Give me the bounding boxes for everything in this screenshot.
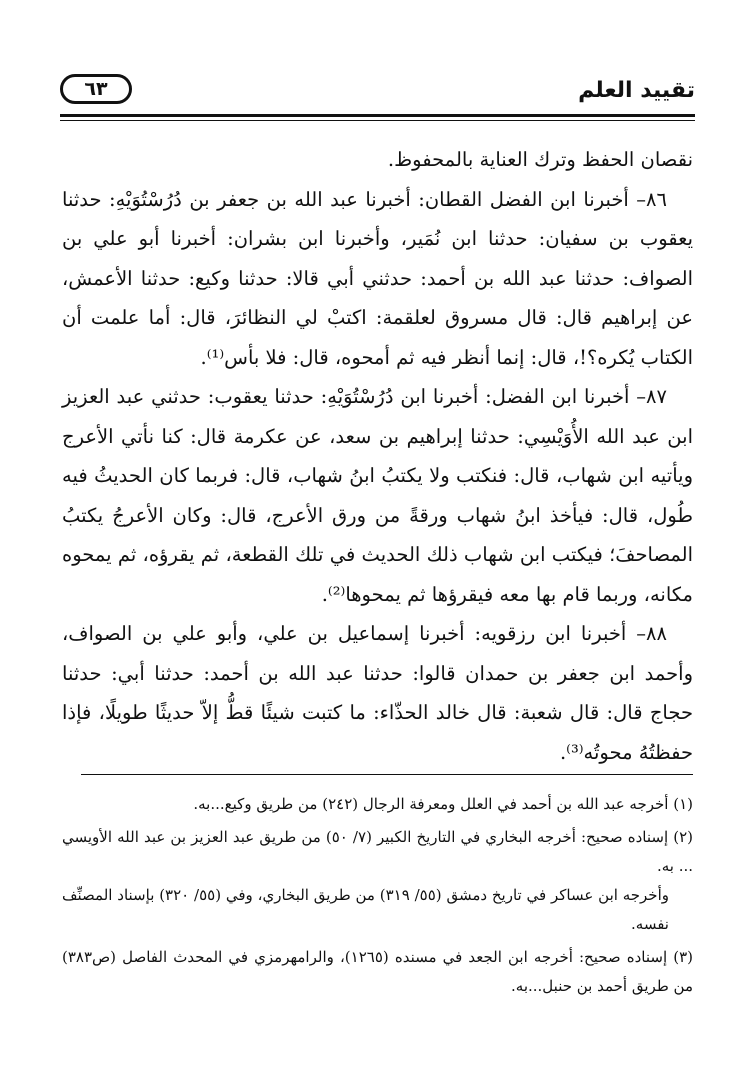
- running-title: تقييد العلم: [578, 78, 695, 103]
- page-number-badge: ٦٣: [60, 74, 132, 104]
- narration-86: ٨٦– أخبرنا ابن الفضل القطان: أخبرنا عبد الله بن جعفر بن دُرُسْتُوَيْهِ: حدثنا يعقوب بن سفيان: حدثنا ابن نُمَير، وأخبرنا ابن بشران: أخبرنا أبو علي بن الصواف: حدثنا عبد الله بن أحمد: حدثني أبي قالا: حدثنا وكيع: حدثنا الأعمش، عن إبراهيم قال: قال مسروق لعلقمة: اكتبْ لي النظائرَ، قال: أما علمت أن الكتاب يُكره؟!، قال: إنما أنظر فيه ثم أمحوه، قال: فلا بأس⁽¹⁾.: [62, 187, 693, 369]
- page-header: [60, 70, 695, 118]
- footnote-3: (٣) إسناده صحيح: أخرجه ابن الجعد في مسنده (١٢٦٥)، والرامهرمزي في المحدث الفاصل (ص٣٨٣) من طريق أحمد بن حنبل...به.: [62, 948, 693, 995]
- footnotes: [62, 790, 693, 1001]
- header-rule-thin: [60, 120, 695, 121]
- narration-88: ٨٨– أخبرنا ابن رزقويه: أخبرنا إسماعيل بن علي، وأبو علي بن الصواف، وأحمد ابن جعفر بن حمدان قالوا: حدثنا عبد الله بن أحمد: حدثنا أبي: حدثنا حجاج قال: قال شعبة: قال خالد الحذّاء: ما كتبت شيئًا قطُّ إلاّ حديثًا طويلًا، فإذا حفظتُهُ محوتُه⁽³⁾.: [62, 622, 693, 764]
- narration-87: ٨٧– أخبرنا ابن الفضل: أخبرنا ابن دُرُسْتُوَيْهِ: حدثنا يعقوب: حدثني عبد العزيز ابن عبد الله الأُوَيْسِي: حدثنا إبراهيم بن سعد، عن عكرمة قال: كنا نأتي الأعرج ويأتيه ابن شهاب، قال: فنكتب ولا يكتبُ ابنُ شهاب، قال: فربما كان الحديثُ فيه طُول، قال: فيأخذ ابنُ شهاب ورقةً من ورق الأعرج، قال: وكان الأعرجُ يكتبُ المصاحفَ؛ فيكتب ابن شهاب ذلك الحديث في تلك القطعة، ثم يقرؤه، ثم يمحوه مكانه، وربما قام بها معه فيقرؤها ثم يمحوها⁽²⁾.: [62, 385, 693, 606]
- footnote-2: (٢) إسناده صحيح: أخرجه البخاري في التاريخ الكبير (٧/ ٥٠) من طريق عبد العزيز بن عبد الله الأويسي ... به.: [62, 828, 693, 875]
- header-rule-thick: [60, 114, 695, 117]
- main-text: [62, 140, 693, 772]
- footnote-separator: [81, 774, 693, 775]
- footnote-1: (١) أخرجه عبد الله بن أحمد في العلل ومعرفة الرجال (٢٤٢) من طريق وكيع...به.: [193, 795, 693, 813]
- paragraph-continuation: نقصان الحفظ وترك العناية بالمحفوظ.: [387, 148, 693, 171]
- footnote-2-continuation: وأخرجه ابن عساكر في تاريخ دمشق (٥٥/ ٣١٩) من طريق البخاري، وفي (٥٥/ ٣٢٠) بإسناد المصنِّف نفسه.: [62, 886, 669, 933]
